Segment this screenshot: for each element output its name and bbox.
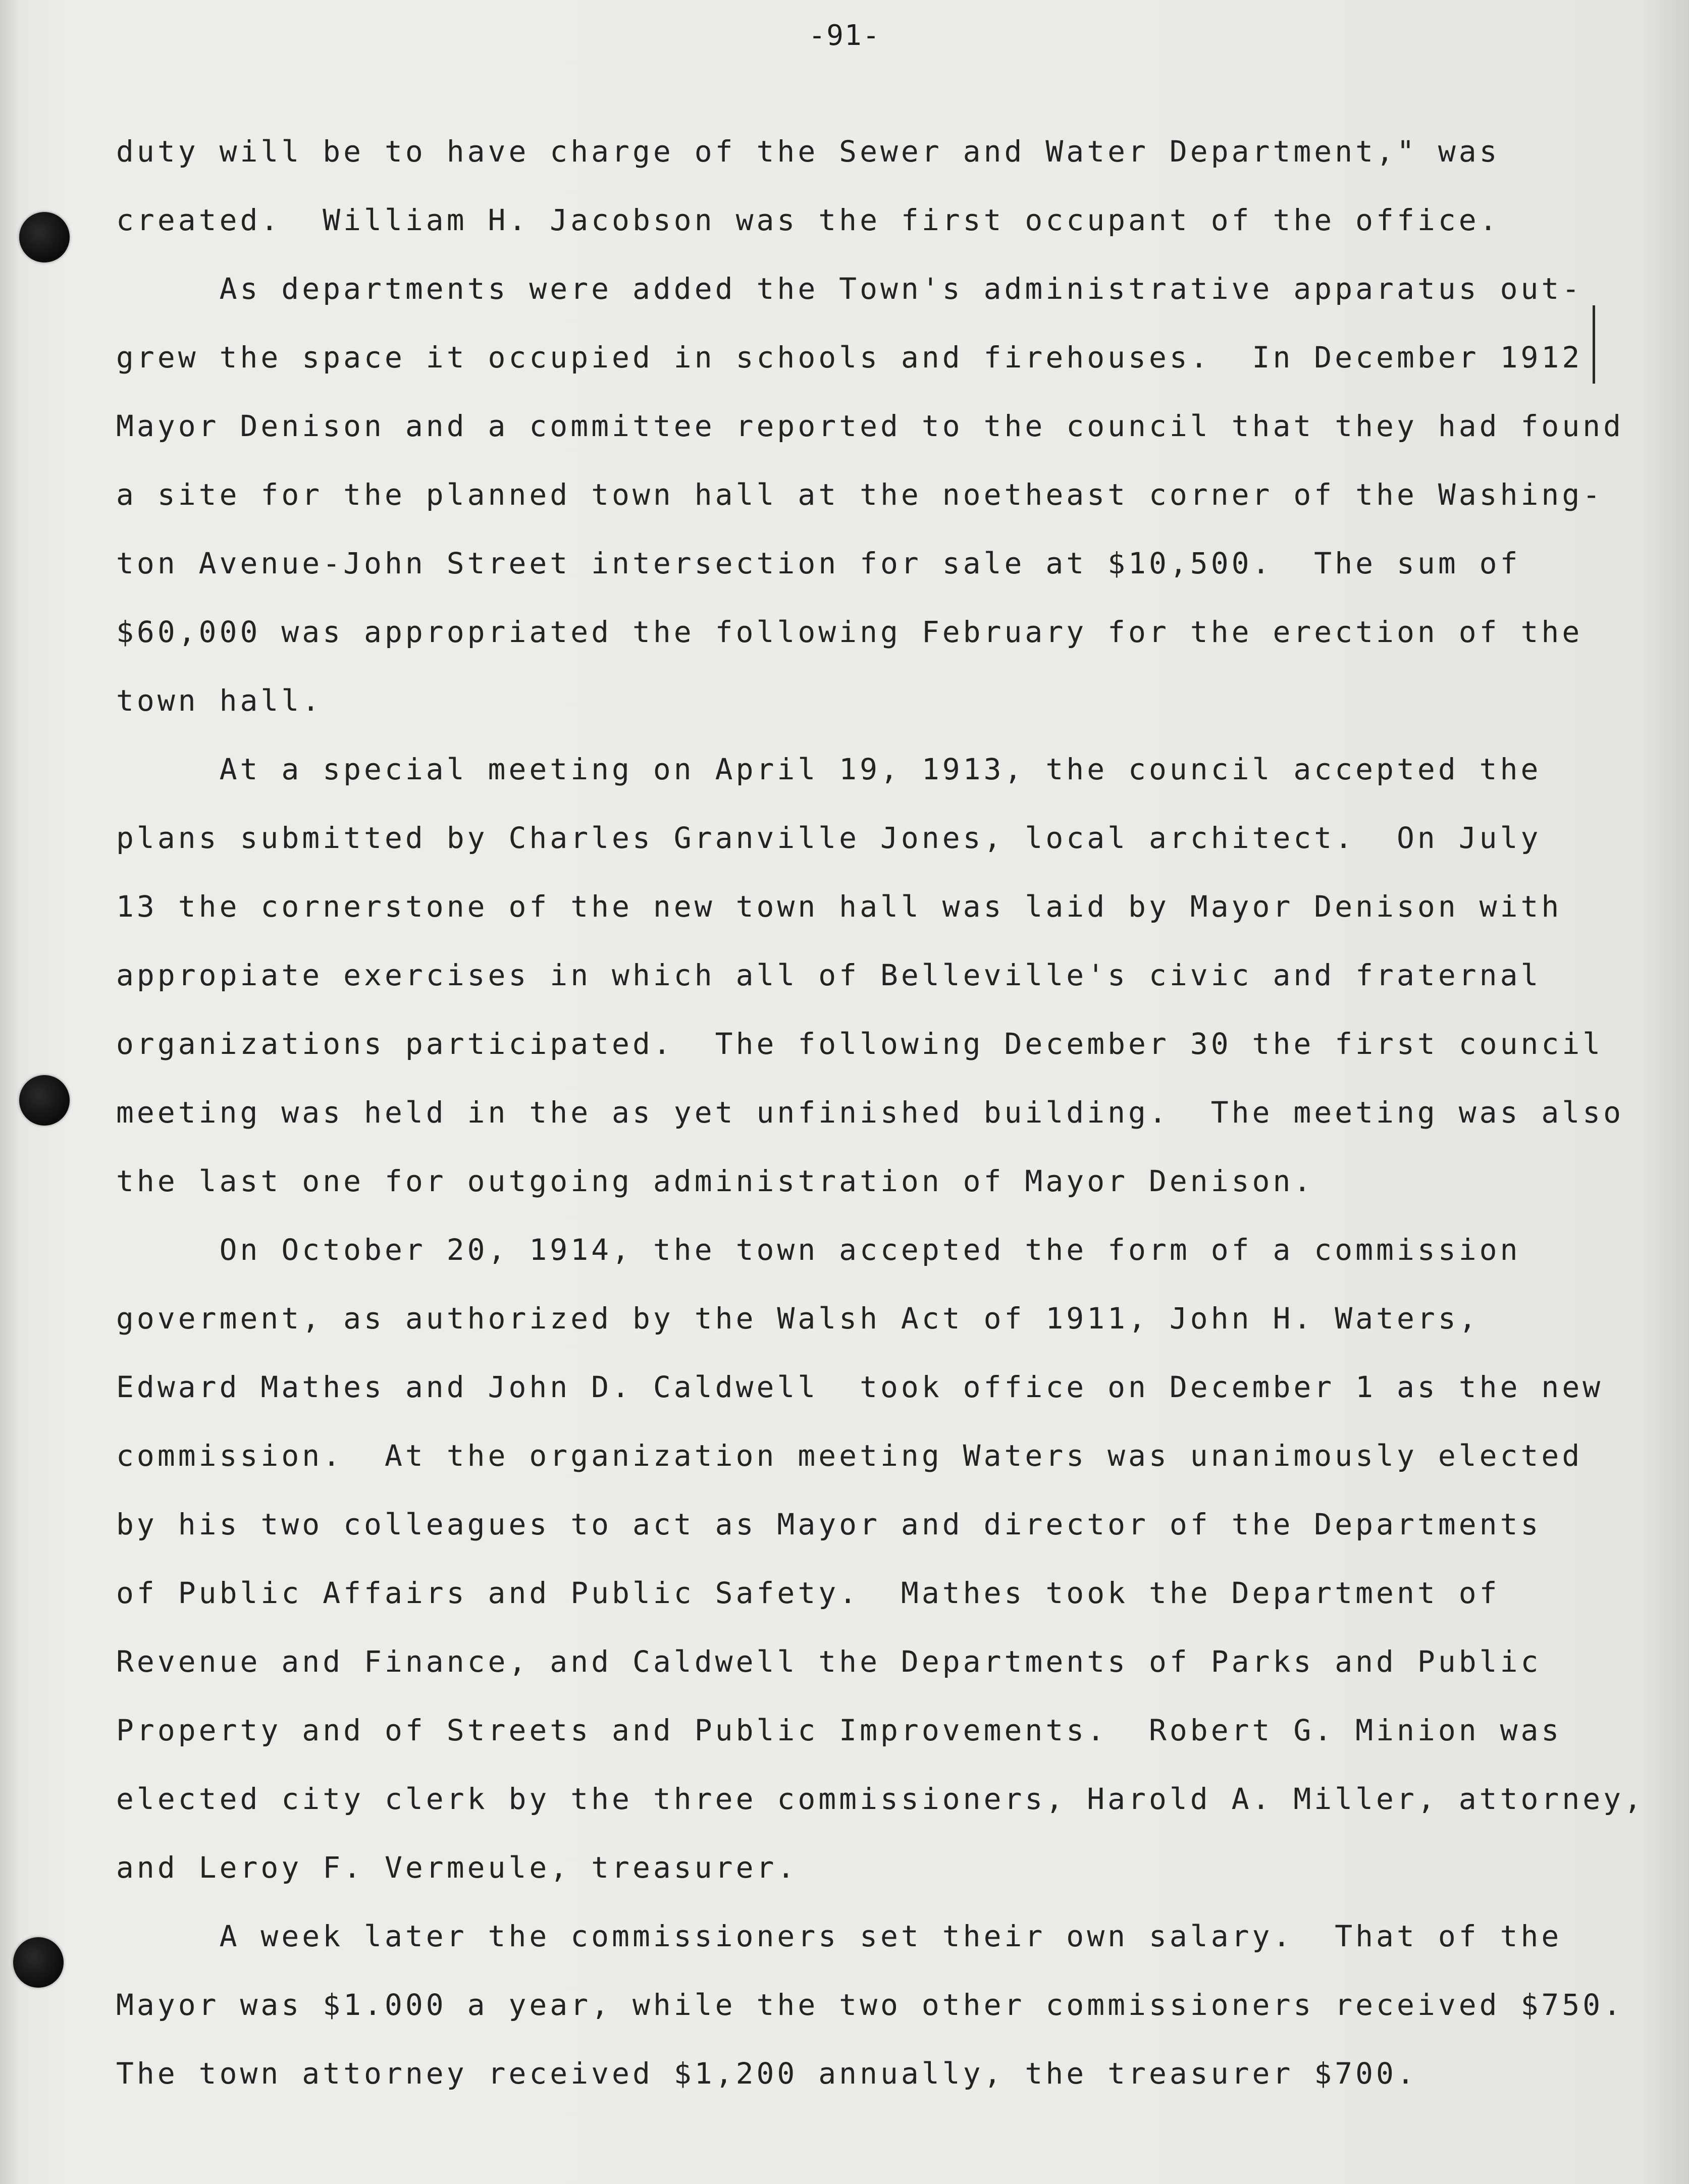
text-line: Property and of Streets and Public Improvements. Robert G. Minion was (116, 1713, 1562, 1747)
text-line: elected city clerk by the three commissioners, Harold A. Miller, attorney, (116, 1782, 1645, 1816)
punch-hole-middle (19, 1075, 70, 1126)
text-line: goverment, as authorized by the Walsh Act of 1911, John H. Waters, (116, 1301, 1480, 1336)
text-line: Mayor was $1.000 a year, while the two other commissioners received $750. (116, 1988, 1624, 2022)
text-line: plans submitted by Charles Granville Jones, local architect. On July (116, 821, 1542, 855)
text-line: and Leroy F. Vermeule, treasurer. (116, 1850, 798, 1885)
text-line: A week later the commissioners set their own salary. That of the (116, 1919, 1562, 1953)
text-line: Edward Mathes and John D. Caldwell took office on December 1 as the new (116, 1370, 1604, 1404)
text-line: created. William H. Jacobson was the first occupant of the office. (116, 203, 1500, 237)
body-text (116, 117, 1645, 2108)
text-line: On October 20, 1914, the town accepted the form of a commission (116, 1233, 1521, 1267)
text-line: At a special meeting on April 19, 1913, the council accepted the (116, 752, 1542, 786)
text-line: by his two colleagues to act as Mayor and director of the Departments (116, 1507, 1542, 1541)
text-line: town hall. (116, 683, 323, 718)
text-line: meeting was held in the as yet unfinished building. The meeting was also (116, 1095, 1624, 1130)
text-line: appropiate exercises in which all of Belleville's civic and fraternal (116, 958, 1542, 992)
text-line: the last one for outgoing administration of Mayor Denison. (116, 1164, 1314, 1198)
text-line: a site for the planned town hall at the noetheast corner of the Washing- (116, 477, 1604, 512)
text-line: The town attorney received $1,200 annually, the treasurer $700. (116, 2056, 1417, 2091)
page-number: -91- (808, 19, 881, 52)
text-line: grew the space it occupied in schools and firehouses. In December 1912 (116, 340, 1583, 375)
text-line: duty will be to have charge of the Sewer and Water Department," was (116, 134, 1500, 169)
text-line: organizations participated. The following December 30 the first council (116, 1027, 1604, 1061)
text-line: Mayor Denison and a committee reported to the council that they had found (116, 409, 1624, 443)
text-line: commission. At the organization meeting Waters was unanimously elected (116, 1439, 1583, 1473)
text-line: of Public Affairs and Public Safety. Mathes took the Department of (116, 1576, 1500, 1610)
text-line: $60,000 was appropriated the following February for the erection of the (116, 615, 1583, 649)
text-line: 13 the cornerstone of the new town hall was laid by Mayor Denison with (116, 889, 1562, 924)
text-line: As departments were added the Town's administrative apparatus out- (116, 272, 1583, 306)
punch-hole-top (19, 212, 70, 262)
text-line: Revenue and Finance, and Caldwell the Departments of Parks and Public (116, 1644, 1542, 1679)
text-line: ton Avenue-John Street intersection for sale at $10,500. The sum of (116, 546, 1521, 580)
punch-hole-bottom (13, 1937, 64, 1988)
